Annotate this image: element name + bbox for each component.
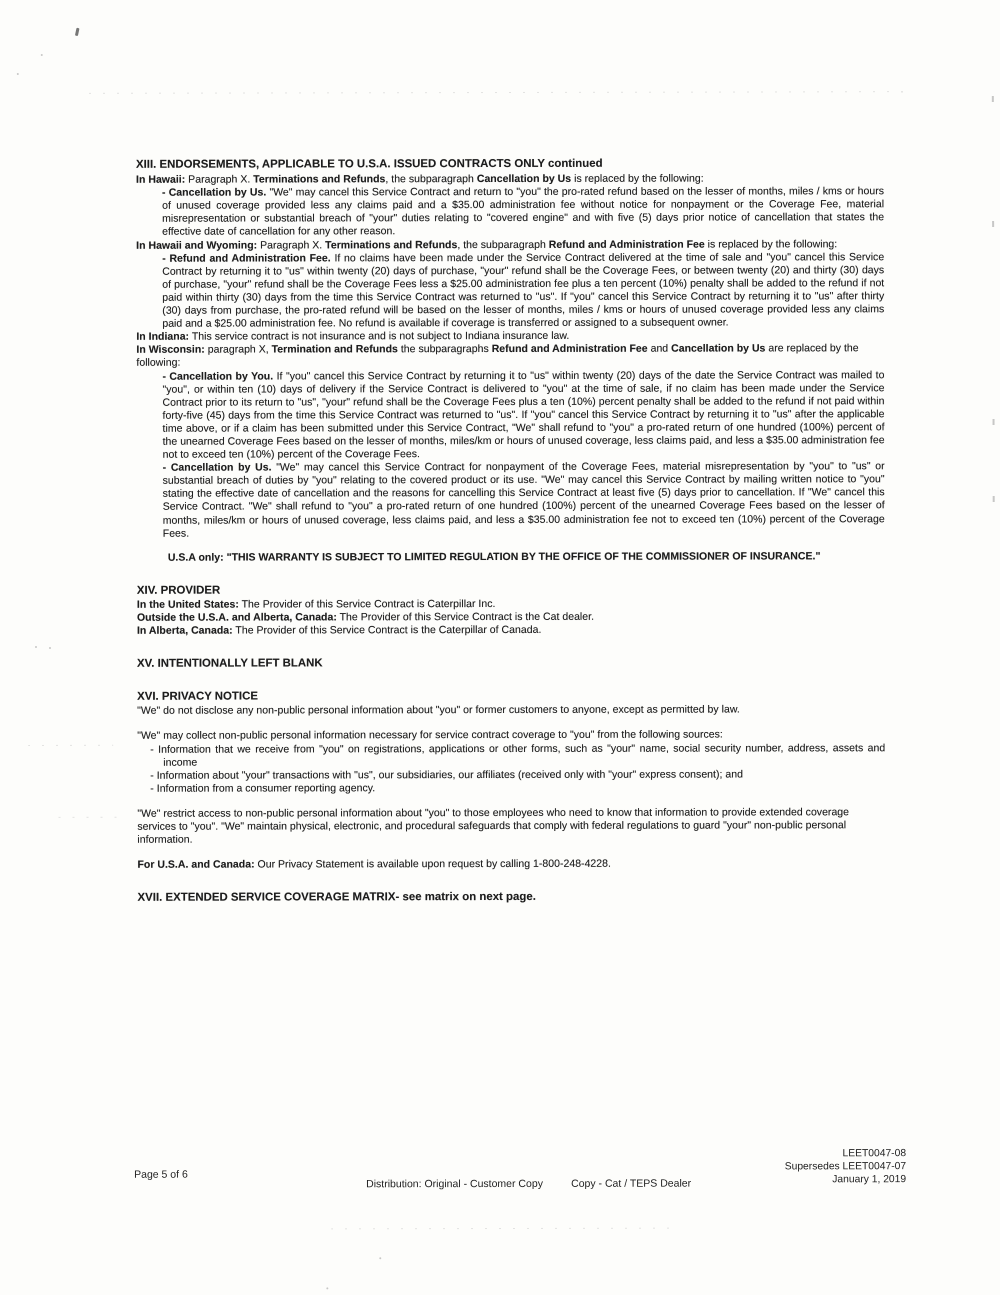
- wisconsin-cancellation-by-you: [162, 369, 884, 462]
- document-content: [136, 157, 886, 906]
- scan-artifact: [331, 1228, 671, 1230]
- scan-artifact: [379, 1257, 381, 1259]
- privacy-no-disclose: [137, 704, 885, 719]
- scan-artifact: [58, 817, 118, 818]
- text-run: In Wisconsin:: [136, 343, 205, 357]
- scan-artifact: [17, 73, 19, 75]
- section-16-heading: [137, 689, 885, 704]
- hawaii-cancellation-by-us: [162, 185, 884, 239]
- text-run: Paragraph X.: [185, 173, 254, 186]
- text-run: are replaced by the following:: [136, 342, 859, 370]
- text-run: The Provider of this Service Contract is the Caterpillar of Canada.: [232, 624, 542, 637]
- text-run: In the United States:: [136, 598, 239, 611]
- section-15-heading: [137, 656, 885, 671]
- text-run: For U.S.A. and Canada:: [137, 858, 255, 871]
- text-run: - Information from a consumer reporting agency.: [150, 782, 376, 795]
- copy-note: Copy - Cat / TEPS Dealer: [571, 1177, 692, 1190]
- scan-artifact: [28, 745, 113, 746]
- privacy-statement-contact: [137, 857, 885, 872]
- scan-artifact: [49, 647, 51, 649]
- scan-artifact: [89, 91, 909, 94]
- distribution-note: Distribution: Original - Customer Copy: [366, 1177, 543, 1191]
- section-17-heading: [138, 891, 886, 906]
- text-run: This service contract is not insurance and is not subject to Indiana insurance law.: [189, 330, 570, 343]
- wisconsin-intro: [136, 343, 884, 371]
- text-run: "We" do not disclose any non-public personal information about "you" or former customers to anyone, except as permitted by law.: [137, 703, 740, 718]
- text-run: - Cancellation by You.: [162, 369, 274, 383]
- text-run: - Refund and Administration Fee.: [162, 252, 331, 265]
- text-run: XVI. PRIVACY NOTICE: [137, 690, 258, 704]
- text-run: XIV. PROVIDER: [136, 584, 221, 597]
- scan-artifact: [993, 419, 995, 425]
- text-run: In Indiana:: [136, 330, 190, 343]
- wisconsin-cancellation-by-us: [163, 460, 885, 540]
- text-run: "We" may cancel this Service Contract and return to "you" the pro-rated refund based on the lesser of months, miles / kms or hours of unused coverage provided less any claims paid and a $35.00 administration fee without notice for nonpayment or the Coverage Fee, material misrepresentation or substantial breach of "your" duties relating to "covered engine" and with five (5) days prior notice of cancellation that states the effective date of cancellation for any other reason.: [162, 185, 885, 239]
- text-run: is replaced by the following:: [704, 237, 838, 251]
- text-run: In Hawaii and Wyoming:: [136, 239, 258, 252]
- scan-artifact: [41, 54, 43, 56]
- text-run: If no claims have been made under the Service Contract delivered at the time of sale and "you" cancel this Service Contract by returning it to "us" within twenty (20) days of purchase, "your" refund shall be the Coverage Fees, or between twenty (20) and thirty (30) days of purchase, "your" refund shall be the Coverage Fees less a $25.00 administration fee plus a ten percent (10%) penalty shall be added to the refund if not paid within thirty (30) days from the time this Service Contract was returned to "us". If "you" cancel this Service Contract by returning it to "us" after thirty (30) days from purchase, the pro-rated refund will be based on the lesser of months, miles / kms or hours of unused coverage provided less any claims paid and a $25.00 administration fee. No refund is available if coverage is transferred or assigned to a subsequent owner.: [162, 250, 885, 330]
- text-run: paragraph X,: [204, 343, 272, 356]
- text-run: - Information about "your" transactions with "us", our subsidiaries, our affiliates (received only with "your" express consent); and: [150, 768, 743, 782]
- text-run: Refund and Administration Fee: [548, 238, 705, 251]
- scan-artifact: [992, 221, 994, 227]
- text-run: Refund and Administration Fee: [491, 343, 648, 356]
- supersedes-note: Supersedes LEET0047-07: [784, 1161, 907, 1173]
- page-number: Page 5 of 6: [134, 1168, 188, 1181]
- text-run: "We" restrict access to non-public personal information about "you" to those employees who need to know that information to provide extended coverage services to "you". "We" maintain physical, electronic, and procedural safeguards that comply with federal regulations to guard "your" non-public personal information.: [137, 806, 850, 846]
- text-run: - Cancellation by Us.: [162, 461, 272, 474]
- text-run: The Provider of this Service Contract is the Cat dealer.: [336, 610, 595, 624]
- text-run: Cancellation by Us: [476, 172, 572, 186]
- text-run: The Provider of this Service Contract is Caterpillar Inc.: [238, 597, 496, 611]
- provider-alberta: [137, 623, 885, 638]
- text-run: Paragraph X.: [257, 238, 326, 252]
- text-run: the subparagraphs: [397, 343, 492, 356]
- text-run: - Cancellation by Us.: [162, 186, 267, 199]
- form-number-block: [785, 1147, 906, 1186]
- text-run: In Hawaii:: [136, 173, 186, 186]
- scan-artifact: [993, 496, 995, 502]
- text-run: Our Privacy Statement is available upon request by calling 1-800-248-4228.: [254, 857, 611, 871]
- text-run: XVII. EXTENDED SERVICE COVERAGE MATRIX-: [137, 891, 400, 905]
- text-run: In Alberta, Canada:: [136, 624, 233, 637]
- text-run: "We" may collect non-public personal information necessary for service contract coverage to "you" from the following sources:: [137, 729, 723, 743]
- text-run: "We" may cancel this Service Contract for nonpayment of the Coverage Fees, material misrepresentation by "you" to "us" or substantial breach of duties by "you" relating to the covered product or its use. "We" may cancel this Service Contract by mailing written notice to "you" stating the effective date of cancellation and the reasons for cancelling this Service Contract at least five (5) days prior to cancellation. If "We" cancel this Service Contract. "We" shall refund to "you" a pro-rated return of one hundred (100%) percent of the unearned Coverage Fees based on the lesser of months, miles/km or hours of unused coverage, less claims paid, and less a $35.00 administration fee not to exceed ten (10%) percent of the Coverage Fees.: [162, 460, 885, 540]
- form-number: LEET0047-08: [842, 1148, 907, 1160]
- revision-date: January 1, 2019: [832, 1174, 907, 1186]
- refund-administration-fee: [162, 251, 884, 331]
- text-run: , the subparagraph: [457, 238, 549, 251]
- usa-warranty-note: [168, 550, 885, 565]
- section-13-title: [136, 157, 884, 172]
- text-run: - Information that we receive from "you" on registrations, applications or other forms, such as "your" name, social security number, address, assets and income: [150, 741, 886, 769]
- text-run: and: [647, 342, 672, 356]
- section-14-heading: [137, 583, 885, 598]
- privacy-restrict: [137, 806, 885, 847]
- text-run: Terminations and Refunds: [253, 173, 386, 186]
- text-run: , the subparagraph: [385, 173, 477, 186]
- text-run: is replaced by the following:: [571, 172, 704, 185]
- text-run: Terminations and Refunds: [325, 238, 458, 251]
- text-run: Termination and Refunds: [271, 343, 398, 356]
- scan-artifact: [992, 96, 994, 102]
- scan-artifact: [35, 646, 37, 648]
- text-run: If "you" cancel this Service Contract by returning it to "us" within twenty (20) days of the date the Service Contract was mailed to "you", or within ten (10) days of delivery if the Service Contract is delivered to "you" at the time of sale, if no claim has been made under the Service Contract prior to its return to "us", "your" refund shall be the Coverage Fees plus a ten (10%) percent penalty shall be added to the refund if not paid within forty-five (45) days from the time this Service Contract was returned to "us". If "you" cancel this Service Contract by returning it to "us" after the applicable time above, or if a claim has been submitted under this Service Contract, "We" shall refund to "you" a pro-rated return of one hundred (100%) percent of the unearned Coverage Fees based on the lesser of months, miles/km or hours of unused coverage, less claims paid, and less a $35.00 administration fee not to exceed ten (10%) percent of the Coverage Fees.: [162, 368, 885, 461]
- privacy-source-agency: [150, 781, 885, 796]
- privacy-source-registrations: [150, 741, 886, 770]
- text-run: Cancellation by Us: [671, 342, 766, 355]
- text-run: see matrix on next page.: [399, 891, 536, 904]
- text-run: Outside the U.S.A. and Alberta, Canada:: [136, 611, 337, 624]
- text-run: XV. INTENTIONALLY LEFT BLANK: [137, 657, 323, 670]
- scan-artifact: [326, 1287, 328, 1289]
- text-run: XIII. ENDORSEMENTS, APPLICABLE TO U.S.A. ISSUED CONTRACTS ONLY continued: [135, 157, 603, 171]
- scan-artifact: [75, 28, 80, 36]
- text-run: U.S.A only: "THIS WARRANTY IS SUBJECT TO LIMITED REGULATION BY THE OFFICE OF THE COMMISSIONER OF INSURANCE.": [167, 550, 821, 564]
